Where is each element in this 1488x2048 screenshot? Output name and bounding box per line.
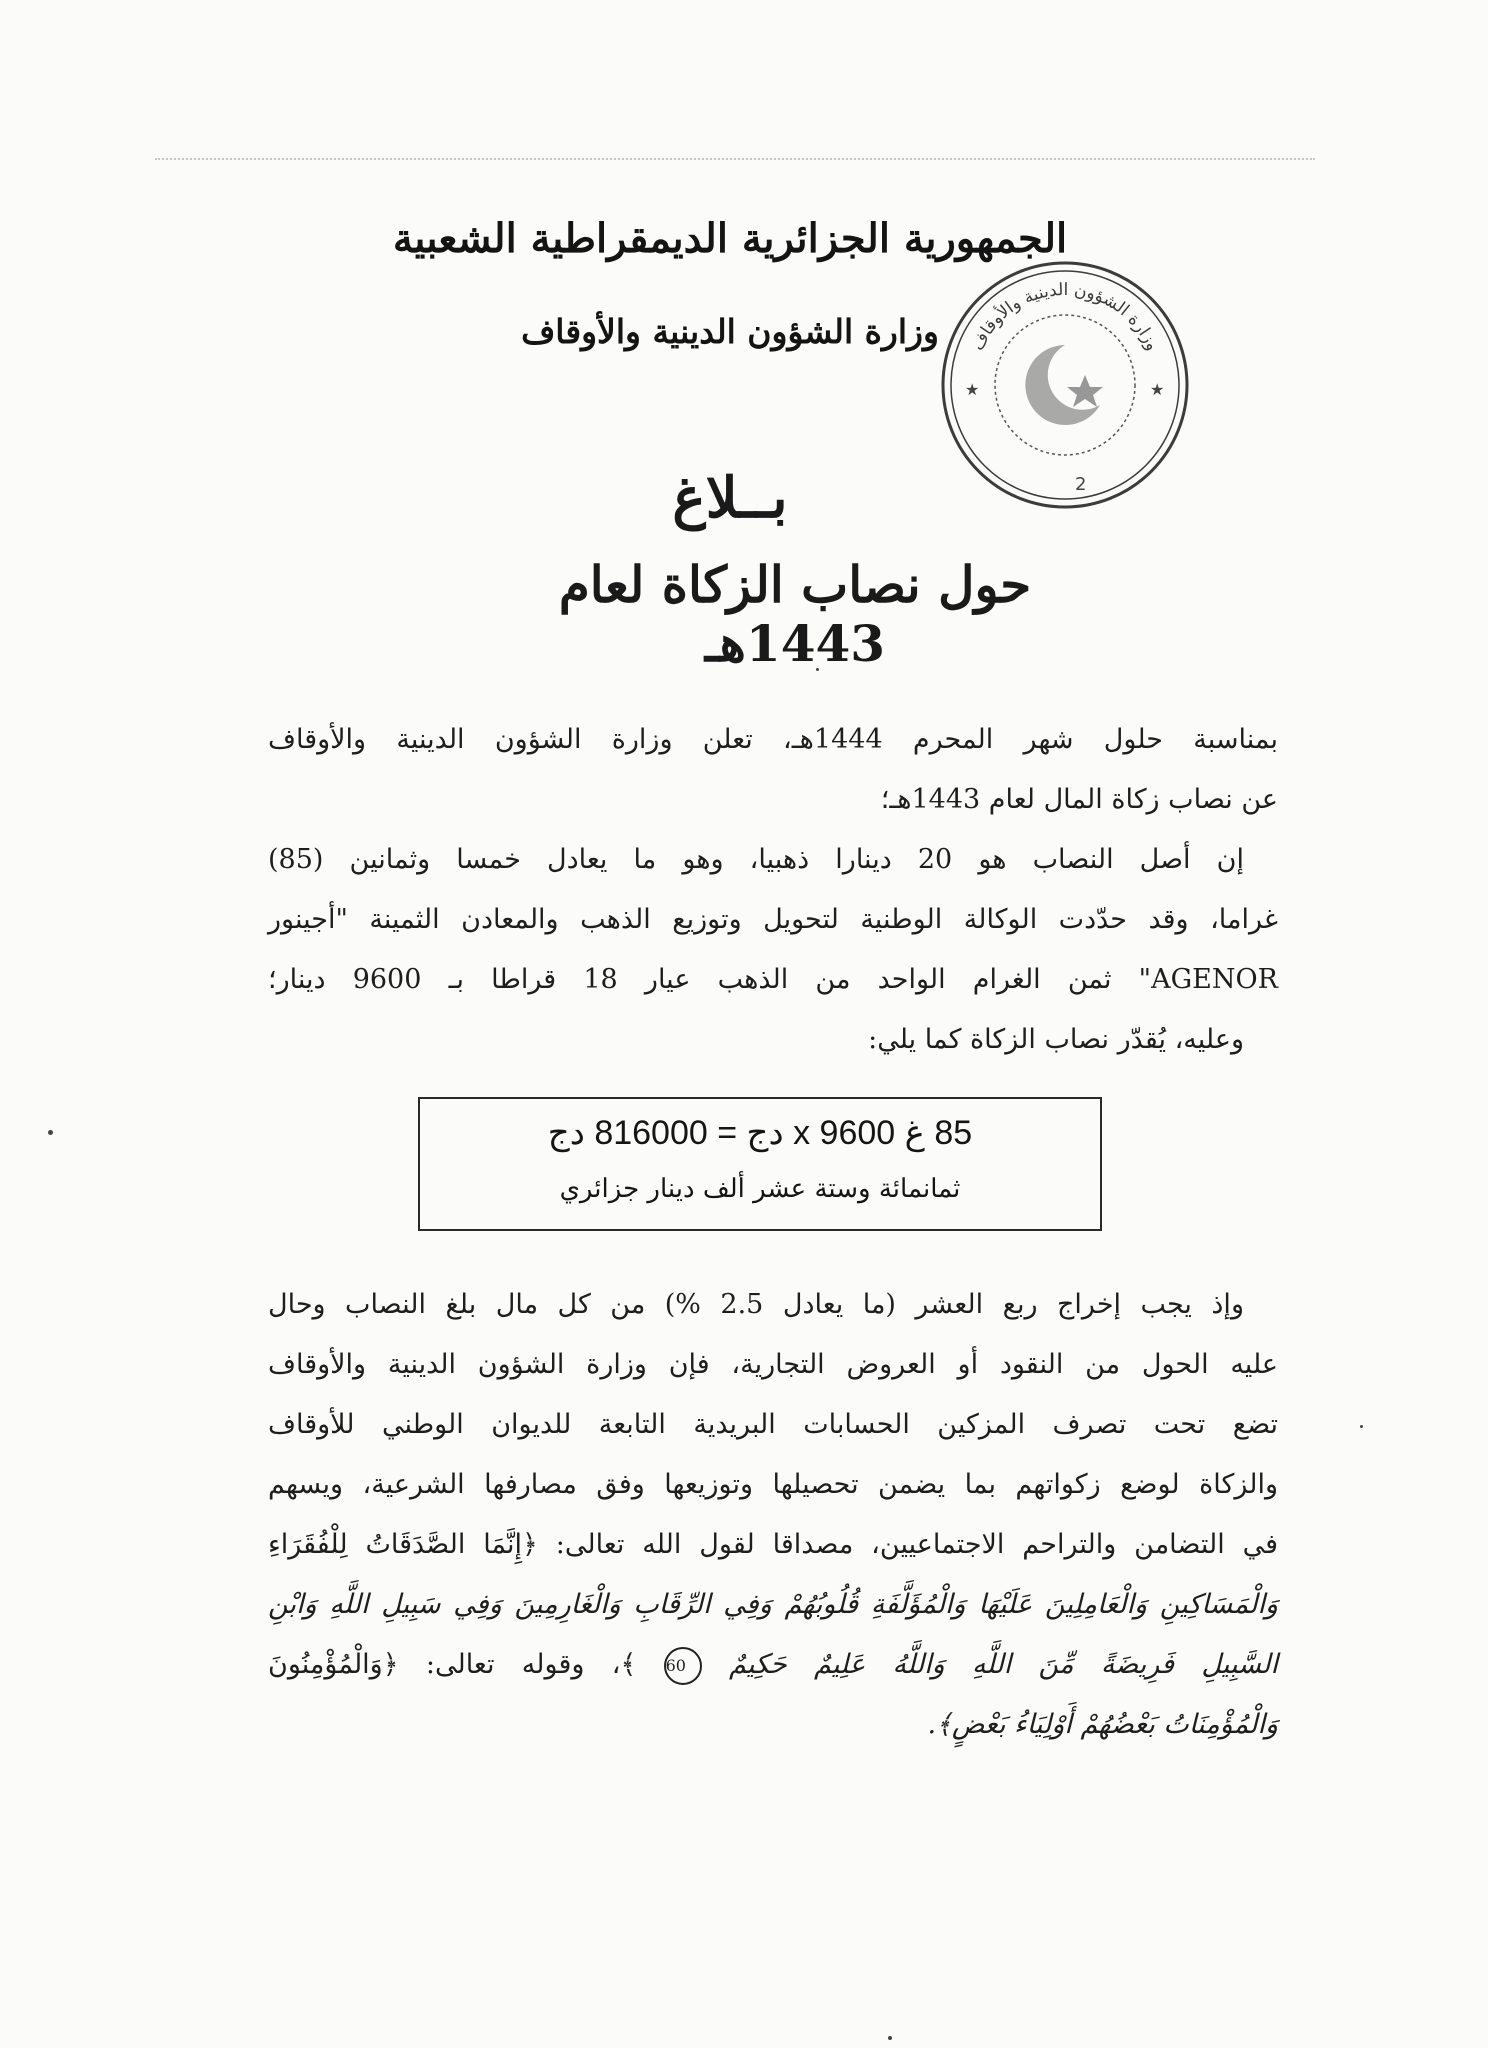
ministry-header: وزارة الشؤون الدينية والأوقاف <box>521 312 939 351</box>
subject-title: حول نصاب الزكاة لعام 1443هـ <box>558 555 1032 673</box>
stamp-number: 2 <box>1075 474 1087 495</box>
nisab-in-words: ثمانمائة وستة عشر ألف دينار جزائري <box>559 1174 961 1204</box>
official-stamp <box>935 255 1195 515</box>
nisab-equation: 85 غ x 9600 دج = 816000 دج <box>547 1114 973 1152</box>
text-line: عن نصاب زكاة المال لعام 1443هـ؛ <box>880 784 1278 815</box>
verse-line: وَالْمُؤْمِنَاتُ بَعْضُهُمْ أَوْلِيَاءُ بَعْضٍ﴾. <box>927 1709 1278 1740</box>
scan-artifact-line <box>155 158 1315 161</box>
text-line: تضع تحت تصرف المزكين الحسابات البريدية التابعة للديوان الوطني للأوقاف <box>268 1409 1278 1440</box>
scan-speck <box>888 2036 892 2040</box>
calculation-box <box>418 1097 1102 1231</box>
text-line: والزكاة لوضع زكواتهم بما يضمن تحصيلها وتوزيعها وفق مصارفها الشرعية، ويسهم <box>268 1469 1278 1500</box>
scan-speck <box>48 1130 53 1135</box>
ayah-number-marker: 60 <box>664 1647 702 1685</box>
body-paragraph <box>268 1275 1278 1755</box>
verse-continuation: ﴾، وقوله تعالى: ﴿وَالْمُؤْمِنُونَ <box>268 1649 637 1680</box>
text-line: إن أصل النصاب هو 20 دينارا ذهبيا، وهو ما يعادل خمسا وثمانين (85) <box>268 844 1245 875</box>
text-line: في التضامن والتراحم الاجتماعيين، مصداقا لقول الله تعالى: ﴿إِنَّمَا الصَّدَقَاتُ لِلْفُقَرَاءِ <box>268 1529 1278 1560</box>
text-line: بمناسبة حلول شهر المحرم 1444هـ، تعلن وزارة الشؤون الدينية والأوقاف <box>268 724 1278 755</box>
text-line: وإذ يجب إخراج ربع العشر (ما يعادل 2.5 %) من كل مال بلغ النصاب وحال <box>268 1289 1244 1320</box>
text-line: AGENOR" ثمن الغرام الواحد من الذهب عيار 18 قراطا بـ 9600 دينار؛ <box>268 964 1278 995</box>
verse-line: وَالْمَسَاكِينِ وَالْعَامِلِينَ عَلَيْهَا وَالْمُؤَلَّفَةِ قُلُوبُهُمْ وَفِي الرِّقَابِ وَالْغَارِمِينَ وَفِي سَبِيلِ اللَّهِ وَابْنِ <box>268 1589 1278 1620</box>
bulletin-title: بــلاغ <box>672 465 788 531</box>
republic-header: الجمهورية الجزائرية الديمقراطية الشعبية <box>392 215 1068 262</box>
svg-text:★: ★ <box>1150 380 1165 399</box>
verse-text: السَّبِيلِ فَرِيضَةً مِّنَ اللَّهِ وَاللَّهُ عَلِيمٌ حَكِيمٌ <box>728 1649 1278 1680</box>
text-line: وعليه، يُقدّر نصاب الزكاة كما يلي: <box>868 1024 1244 1055</box>
basis-paragraph <box>268 830 1278 1070</box>
intro-paragraph <box>268 710 1278 830</box>
svg-text:وزارة الشؤون الدينية والأوقاف <box>968 280 1163 354</box>
svg-text:★: ★ <box>965 380 980 399</box>
text-line: غراما، وقد حدّدت الوكالة الوطنية لتحويل وتوزيع الذهب والمعادن الثمينة "أجينور <box>268 904 1278 935</box>
text-line: عليه الحول من النقود أو العروض التجارية، فإن وزارة الشؤون الدينية والأوقاف <box>268 1349 1278 1380</box>
stamp-text: وزارة الشؤون الدينية والأوقاف <box>967 279 1163 354</box>
verse-line-with-ayah <box>268 1635 1278 1695</box>
scan-speck <box>1360 1425 1363 1428</box>
